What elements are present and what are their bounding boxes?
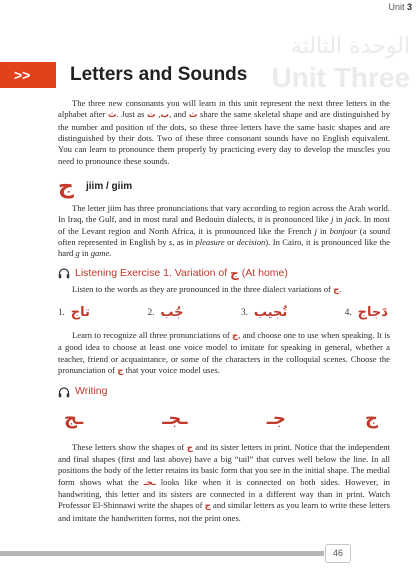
ghost-arabic-title: الوحدة الثالثة (290, 34, 410, 59)
unit-label: Unit (388, 2, 405, 12)
ghost-english-title: Unit Three (271, 62, 410, 93)
writing-heading (58, 385, 390, 400)
arabic-letter-tha: ث (108, 110, 117, 121)
letter-form-initial: جـ (266, 407, 286, 429)
learn-paragraph: Learn to recognize all three pronunciations of ج, and choose one to use when speaking. It is a good idea to choose at least one voice model to imitate for speaking in general, whether a teacher, friend or acquaintance, or some of the characters in the colloquial scenes. Choose the pronunciation of ج that your voice model uses. (58, 330, 390, 377)
page-number: 46 (325, 544, 351, 563)
headphones-icon[interactable] (58, 387, 70, 398)
letter-forms-row (64, 406, 378, 432)
instruction-letter: ج (333, 284, 340, 295)
writing-paragraph: These letters show the shapes of ج and its sister letters in print. Notice that the independent and final shapes (first and last above) have a big “tail” that curves well below the line. In all positions the body of the letter retains its basic form that you see in the initial shape. The medial form shows what the ـجـ looks like when it is connected on both sides. However, in handwriting, this letter and its sisters are connected in a different way than in print. Watch Professor El-Shinnawi write the shapes of ج and similar letters as you learn to write these letters and imitate the handwritten forms, not the print ones. (58, 441, 391, 523)
intro-paragraph: The three new consonants you will learn in this unit represent the next three letters in the alphabet after ث. Just as ب, ت , and ث share the same skeletal shape and are distinguished by the number and position of the dots, so these three letters have the same basic shapes and are distinguished by their dots. Two of these three consonant sounds have no English equivalent. You can learn to pronounce them properly by practicing every day to develop the muscles you need to pronounce these sounds. (58, 98, 390, 166)
arabic-letter-tha-2: ث (188, 110, 198, 121)
section-header (0, 62, 416, 88)
arabic-letter-jiim-2: ج (117, 366, 124, 377)
exercise-word-list (58, 304, 388, 322)
listening-exercise-heading (58, 266, 390, 281)
arabic-letter-jiim-3: ج (186, 442, 193, 453)
exercise-word[interactable]: 3. تُجيب (241, 305, 288, 321)
letter-form-medial: ـجـ (162, 407, 188, 429)
arabic-letter-ta: ت (147, 110, 156, 121)
writing-title: Writing (75, 385, 108, 398)
chevron-right-icon: >> (14, 67, 31, 83)
section-title: Letters and Sounds (70, 64, 248, 85)
exercise-title: Listening Exercise 1. Variation of (75, 266, 228, 279)
exercise-word[interactable]: 2. جُب (147, 305, 184, 321)
headphones-icon[interactable] (58, 268, 70, 279)
unit-tag (388, 2, 412, 12)
letter-glyph: ج (58, 174, 74, 200)
footer-bar (0, 551, 324, 556)
letter-heading (58, 175, 390, 199)
letter-form-final: ـج (64, 407, 84, 429)
arabic-letter-jiim: ج (232, 331, 239, 342)
arabic-medial-jiim: ـجـ (143, 477, 156, 488)
page-content (58, 98, 390, 524)
exercise-word[interactable]: 4. دَجاج (344, 305, 388, 321)
jiim-paragraph: The letter jiim has three pronunciations that vary according to region across the Arab world. In Iraq, the Gulf, and in most rural and Bedouin dialects, it is pronounced like j in jack. In most of the Levant region and North Africa, it is pronounced like the French j in bonjour (a sound often represented in English by s, as in pleasure or decision). In Cairo, it is pronounced like the hard g in game. (58, 203, 390, 259)
exercise-title-letter: ج (230, 265, 239, 280)
exercise-title-suffix: (At home) (241, 266, 288, 279)
arabic-letter-jiim-4: ج (204, 501, 211, 512)
exercise-word[interactable]: 1. تاج (58, 305, 90, 321)
letter-name: jiim / giim (86, 181, 133, 193)
letter-form-independent: ج (365, 407, 378, 429)
unit-number: 3 (406, 2, 412, 12)
exercise-instructions: Listen to the words as they are pronounced in the three dialect variations of ج. (72, 283, 342, 295)
arabic-letter-ba: ب (160, 110, 170, 121)
